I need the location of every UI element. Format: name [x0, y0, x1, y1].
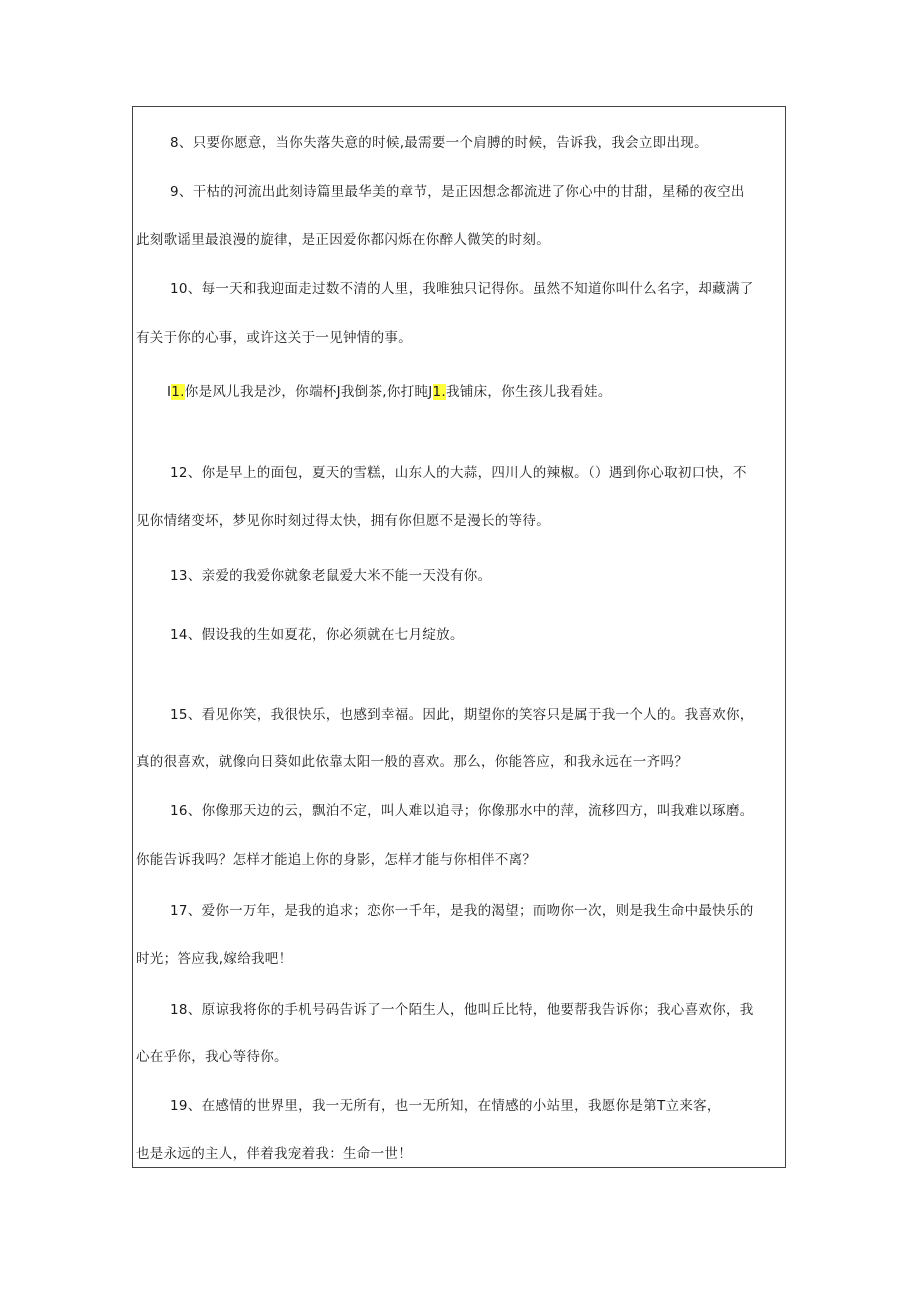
highlight-mark-2: 1.: [432, 384, 447, 400]
paragraph-line-10b: 有关于你的心事，或许这关于一见钟情的事。: [136, 330, 412, 346]
line-11-suffix: 我铺床，你生孩儿我看娃。: [446, 384, 612, 400]
paragraph-line-13: 13、亲爱的我爱你就象老鼠爱大米不能一天没有你。: [170, 568, 492, 584]
paragraph-line-18a: 18、原谅我将你的手机号码告诉了一个陌生人，他叫丘比特，他要帮我告诉你；我心喜欢你，我: [170, 1002, 754, 1018]
paragraph-line-17b: 时光；答应我,嫁给我吧！: [136, 951, 293, 967]
paragraph-line-8: 8、只要你愿意，当你失落失意的时候,最需要一个肩膊的时候，告诉我，我会立即出现。: [170, 135, 708, 151]
paragraph-line-11: [167, 382, 779, 402]
paragraph-line-15a: 15、看见你笑，我很快乐，也感到幸福。因此，期望你的笑容只是属于我一个人的。我喜欢你，: [170, 707, 754, 723]
paragraph-line-9b: 此刻歌谣里最浪漫的旋律，是正因爱你都闪烁在你醉人微笑的时刻。: [136, 232, 550, 248]
paragraph-line-12b: 见你情绪变坏，梦见你时刻过得太快，拥有你但愿不是漫长的等待。: [136, 513, 550, 529]
line-11-prefix: I: [167, 384, 172, 400]
paragraph-line-17a: 17、爱你一万年，是我的追求；恋你一千年，是我的渴望；而吻你一次，则是我生命中最快乐的: [170, 903, 754, 919]
line-11-middle: 你是风儿我是沙，你端杯J我倒茶,你打盹J: [184, 384, 433, 400]
paragraph-line-16b: 你能告诉我吗？怎样才能追上你的身影，怎样才能与你相伴不离？: [136, 852, 537, 868]
highlight-mark-1: 1.: [171, 384, 185, 400]
paragraph-line-18b: 心在乎你，我心等待你。: [136, 1049, 288, 1065]
paragraph-line-14: 14、假设我的生如夏花，你必须就在七月绽放。: [170, 627, 464, 643]
paragraph-line-16a: 16、你像那天边的云，飘泊不定，叫人难以追寻；你像那水中的萍，流移四方，叫我难以琢磨。: [170, 803, 754, 819]
paragraph-line-19b: 也是永远的主人，伴着我宠着我：生命一世！: [136, 1146, 412, 1162]
paragraph-line-12a: 12、你是早上的面包，夏天的雪糕，山东人的大蒜，四川人的辣椒。（）遇到你心取初口快，不: [170, 465, 747, 481]
paragraph-line-15b: 真的很喜欢，就像向日葵如此依靠太阳一般的喜欢。那么，你能答应，和我永远在一齐吗？: [136, 754, 688, 770]
paragraph-line-10a: 10、每一天和我迎面走过数不清的人里，我唯独只记得你。虽然不知道你叫什么名字，却藏满了: [170, 281, 754, 297]
paragraph-line-9a: 9、干枯的河流出此刻诗篇里最华美的章节，是正因想念都流进了你心中的甘甜，星稀的夜空出: [170, 184, 745, 200]
paragraph-line-19a: 19、在感情的世界里，我一无所有，也一无所知，在情感的小站里，我愿你是第T立来客，: [170, 1098, 721, 1114]
